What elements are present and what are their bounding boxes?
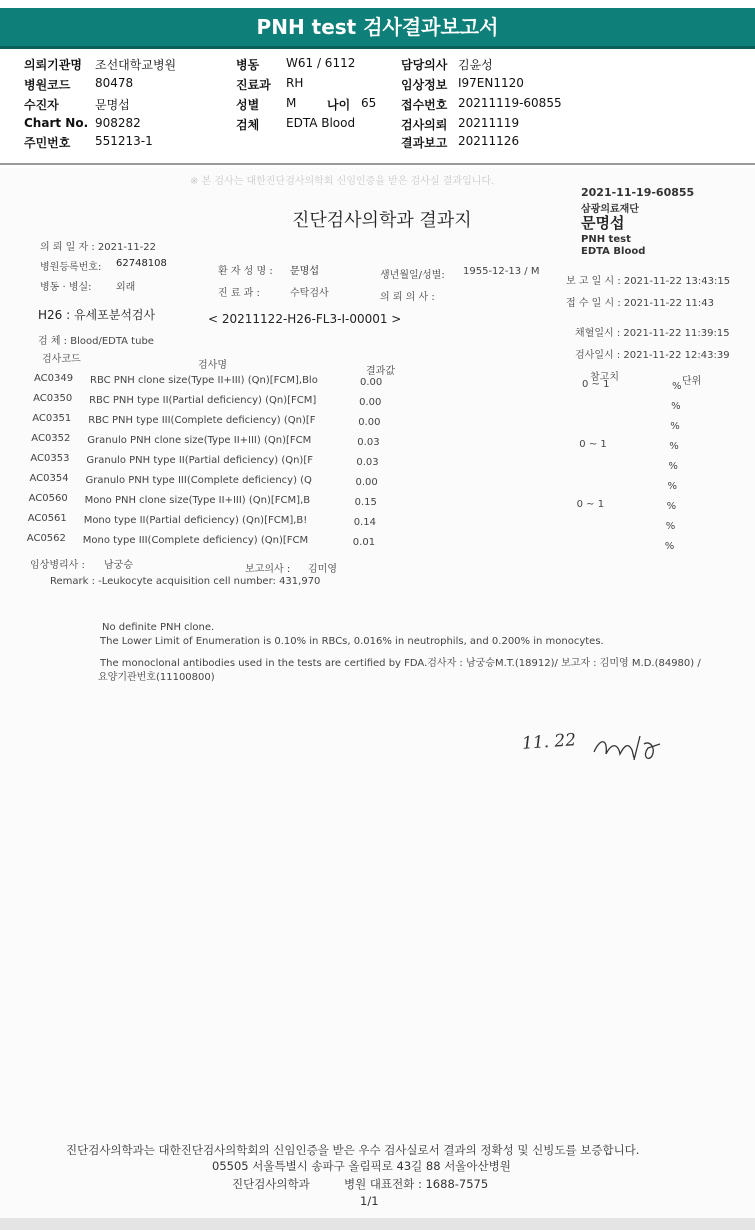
header-value-ward: W61 / 6112: [286, 56, 356, 70]
footer-page-number: 1/1: [360, 1194, 379, 1208]
header-label-sex: 성별: [236, 98, 260, 112]
handwritten-signature: [590, 730, 670, 766]
footer-address: 05505 서울특별시 송파구 올림픽로 43길 88 서울아산병원: [212, 1159, 511, 1173]
header-value-specimen: EDTA Blood: [286, 116, 356, 130]
result-unit: %: [667, 481, 678, 492]
dept-label: 진 료 과 :: [218, 288, 260, 299]
result-value: 0.15: [354, 497, 377, 508]
header-label-institution: 의뢰기관명: [24, 58, 82, 72]
result-unit: %: [664, 541, 675, 552]
header-value-chart-no: 908282: [95, 116, 141, 130]
result-name: Granulo PNH clone size(Type II+III) (Qn)[FCM: [87, 435, 312, 446]
receipt-time: 접 수 일 시 : 2021-11-22 11:43: [566, 298, 715, 309]
header-value-receipt-no: 20211119-60855: [458, 96, 562, 110]
note-antibodies: The monoclonal antibodies used in the tests are certified by FDA.검사자 : 남궁승M.T.(18912)/ 보고자 : 김미영 M.D.(84980) /: [100, 658, 701, 669]
patient-label: 환 자 성 명 :: [218, 266, 273, 277]
stamp-specimen: EDTA Blood: [581, 246, 646, 257]
result-unit: %: [666, 501, 677, 512]
header-value-request-date: 20211119: [458, 116, 520, 130]
header-label-chart-no: Chart No.: [24, 116, 89, 130]
header-separator: [0, 163, 755, 165]
footer-certification: 진단검사의학과는 대한진단검사의학회의 신임인증을 받은 우수 검사실로서 결과의 정확성 및 신빙도를 보증합니다.: [66, 1143, 640, 1157]
result-unit: %: [670, 421, 680, 432]
sample-time: 채혈일시 : 2021-11-22 11:39:15: [575, 328, 730, 339]
col-header-name: 검사명: [198, 360, 227, 371]
dob-label: 생년월일/성별:: [380, 270, 445, 281]
result-value: 0.14: [353, 517, 376, 528]
result-code: AC0351: [32, 413, 72, 424]
result-unit: %: [668, 461, 678, 472]
header-label-resident-no: 주민번호: [24, 136, 71, 150]
report-title-banner: PNH test 검사결과보고서: [0, 8, 755, 46]
document-title: 진단검사의학과 결과지: [292, 210, 472, 231]
reporter-value: 김미영: [308, 564, 337, 575]
result-unit: %: [669, 441, 679, 452]
header-label-request-date: 검사의뢰: [401, 118, 448, 132]
dept-value: 수탁검사: [290, 288, 329, 299]
result-value: 0.03: [356, 457, 379, 468]
section-title: H26 : 유세포분석검사: [38, 308, 156, 322]
col-header-result: 결과값: [366, 366, 395, 377]
header-value-institution: 조선대학교병원: [95, 58, 177, 72]
header-value-clinical-info: I97EN1120: [458, 76, 524, 90]
result-name: Granulo PNH type III(Complete deficiency) (Q: [85, 475, 312, 486]
header-label-specimen: 검체: [236, 118, 260, 132]
ward-value: 외래: [116, 282, 136, 293]
report-time: 보 고 일 시 : 2021-11-22 13:43:15: [566, 276, 731, 287]
header-value-department: RH: [286, 76, 304, 90]
result-name: Granulo PNH type II(Partial deficiency) (Qn)[F: [86, 455, 313, 466]
result-unit: %: [672, 381, 682, 392]
reporter-label: 보고의사 :: [245, 564, 291, 575]
bottom-bar: [0, 1218, 755, 1230]
col-header-ref: 참고치: [590, 372, 619, 383]
header-label-report-date: 결과보고: [401, 136, 448, 150]
result-name: Mono type III(Complete deficiency) (Qn)[FCM: [82, 535, 309, 546]
header-label-clinical-info: 임상정보: [401, 78, 448, 92]
header-label-doctor: 담당의사: [401, 58, 448, 72]
footer-phone: 병원 대표전화 : 1688-7575: [344, 1177, 489, 1191]
result-ref-range: 0 ~ 1: [582, 379, 610, 390]
header-label-age: 나이: [327, 98, 351, 112]
test-time: 검사일시 : 2021-11-22 12:43:39: [575, 350, 730, 361]
result-unit: %: [671, 401, 681, 412]
banner-underline: [0, 46, 755, 49]
patient-value: 문명섭: [290, 266, 319, 277]
header-value-age: 65: [361, 96, 377, 110]
header-value-resident-no: 551213-1: [95, 134, 153, 148]
footer-dept: 진단검사의학과: [232, 1177, 310, 1191]
result-value: 0.03: [357, 437, 380, 448]
note-institution-no: 요양기관번호(11100800): [98, 672, 215, 683]
header-label-department: 진료과: [236, 78, 271, 92]
result-code: AC0349: [34, 373, 74, 384]
result-value: 0.00: [359, 397, 382, 408]
result-ref-range: 0 ~ 1: [579, 439, 607, 450]
stamp-test-name: PNH test: [581, 234, 631, 245]
header-label-patient: 수진자: [24, 98, 59, 112]
faint-header-text: ※ 본 검사는 대한진단검사의학회 신임인증을 받은 검사실 결과입니다.: [190, 176, 495, 187]
reg-no-value: 62748108: [116, 258, 167, 269]
result-code: AC0561: [27, 513, 67, 524]
header-value-report-date: 20211126: [458, 134, 520, 148]
result-code: AC0353: [30, 453, 70, 464]
clin-path-value: 남궁승: [104, 560, 133, 571]
col-header-unit: 단위: [682, 376, 702, 387]
col-header-code: 검사코드: [42, 354, 81, 365]
result-ref-range: 0 ~ 1: [576, 499, 605, 510]
header-value-doctor: 김윤성: [458, 58, 493, 72]
result-value: 0.00: [358, 417, 381, 428]
reg-no-label: 병원등록번호:: [40, 262, 102, 273]
result-unit: %: [665, 521, 676, 532]
result-name: Mono PNH clone size(Type II+III) (Qn)[FCM],B: [84, 495, 311, 506]
remark: Remark : -Leukocyte acquisition cell number: 431,970: [50, 576, 321, 587]
req-doctor-label: 의 뢰 의 사 :: [380, 292, 435, 303]
stamp-patient-name: 문명섭: [581, 214, 625, 232]
stamp-receipt-no: 2021-11-19-60855: [581, 186, 695, 199]
result-code: AC0560: [28, 493, 68, 504]
request-date: 의 뢰 일 자 : 2021-11-22: [40, 242, 157, 253]
result-value: 0.00: [360, 377, 383, 388]
handwritten-date: 11. 22: [521, 730, 577, 754]
clin-path-label: 임상병리사 :: [30, 560, 85, 571]
result-name: Mono type II(Partial deficiency) (Qn)[FCM],B!: [83, 515, 308, 526]
specimen-type: 검 체 : Blood/EDTA tube: [38, 336, 154, 347]
header-value-sex: M: [286, 96, 297, 110]
result-code: AC0562: [26, 533, 66, 544]
result-code: AC0354: [29, 473, 69, 484]
result-name: RBC PNH clone size(Type II+III) (Qn)[FCM],Blo: [90, 375, 318, 386]
result-value: 0.01: [352, 537, 376, 548]
stamp-lab-name: 삼광의료재단: [581, 204, 639, 215]
header-label-hospital-code: 병원코드: [24, 78, 71, 92]
header-label-ward: 병동: [236, 58, 260, 72]
note-no-clone: No definite PNH clone.: [102, 622, 215, 633]
header-value-patient: 문명섭: [95, 98, 130, 112]
result-code: AC0352: [31, 433, 71, 444]
header-value-hospital-code: 80478: [95, 76, 134, 90]
note-lower-limit: The Lower Limit of Enumeration is 0.10% in RBCs, 0.016% in neutrophils, and 0.200% in monocytes.: [100, 636, 604, 647]
result-name: RBC PNH type II(Partial deficiency) (Qn)[FCM]: [89, 395, 317, 406]
specimen-number: < 20211122-H26-FL3-I-00001 >: [208, 312, 402, 326]
header-label-receipt-no: 접수번호: [401, 98, 448, 112]
result-code: AC0350: [33, 393, 73, 404]
result-value: 0.00: [355, 477, 378, 488]
result-name: RBC PNH type III(Complete deficiency) (Qn)[F: [88, 415, 316, 426]
dob-value: 1955-12-13 / M: [463, 266, 540, 277]
ward-label: 병동 · 병실:: [40, 282, 92, 293]
